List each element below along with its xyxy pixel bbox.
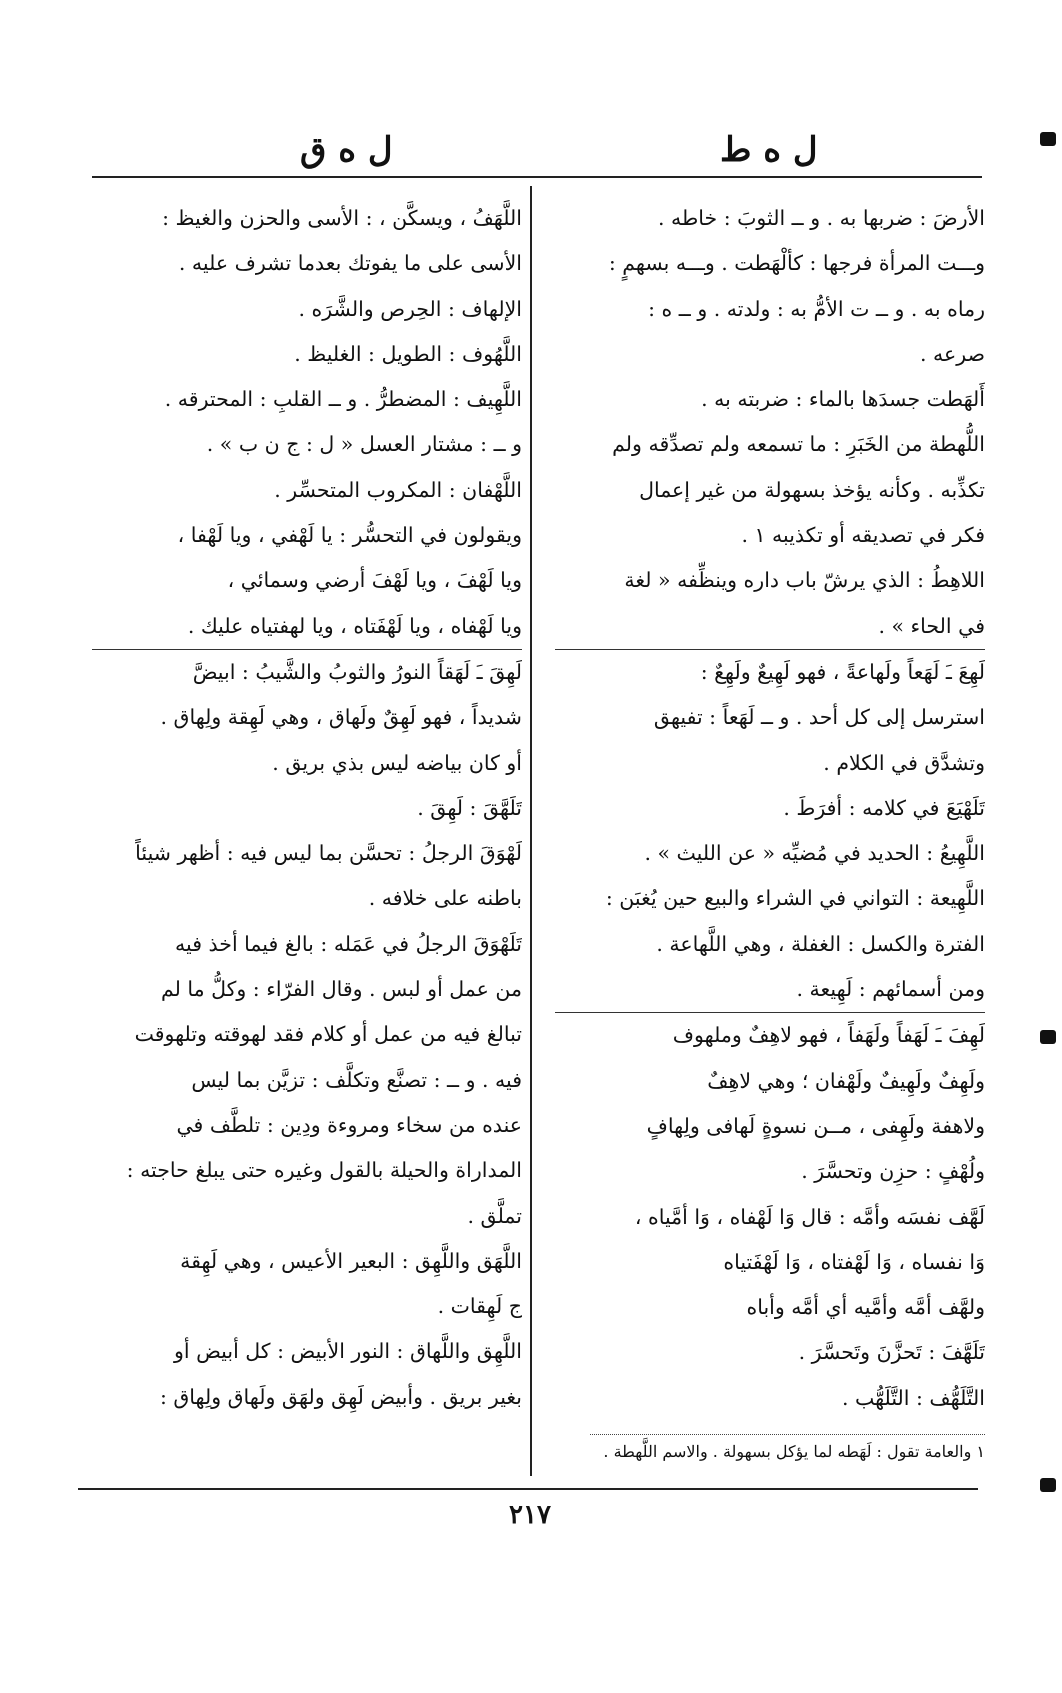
entry-line: ومن أسمائهم : لَهِيعة . <box>796 977 985 1002</box>
entry-line: ويا لَهْفاه ، ويا لَهْفَتاه ، ويا لهفتياه عليك . <box>187 613 522 638</box>
entry-line: تملَّق . <box>467 1203 522 1228</box>
page-number: ٢١٧ <box>509 1500 551 1530</box>
entry-line: ويا لَهْفَ ، ويا لَهْفَ أرضي وسمائي ، <box>227 568 522 593</box>
entry-line: وتشدَّق في الكلام . <box>823 750 985 775</box>
entry-line: استرسل إلى كل أحد . و ــ لَهَعاً : تفيهق <box>653 705 985 730</box>
entry-line: ولهَّف أمَّه وأمَّيه أي أمَّه وأباه <box>746 1295 985 1320</box>
entry-line: لَهْوَقَ الرجلُ : تحسَّن بما ليس فيه : أظهر شيئاً <box>135 841 522 866</box>
top-rule <box>92 176 982 178</box>
entry-line: اللَّهْفان : المكروب المتحسِّر . <box>274 477 522 502</box>
entry-line: اللاهِطُ : الذي يرشّ باب داره وينظِّفه « لغة <box>624 568 985 593</box>
entry-line: تَلَهْيَعَ في كلامه : أفرَطَ . <box>783 795 985 820</box>
entry-line: الأرضَ : ضربها به . و ــ الثوبَ : خاطه . <box>657 206 985 230</box>
entry-line: من عمل أو لبس . وقال الفرّاء : وكلُّ ما لم <box>160 977 522 1002</box>
entry-line: الفترة والكسل : الغفلة ، وهي اللَّهاعة . <box>656 931 985 956</box>
footnote: ١ والعامة تقول : لَهَطه لما يؤكل بسهولة . والاسم اللَّهطة . <box>603 1442 985 1461</box>
entry-line: و ــ : مشتار العسل « ل : ج ن ب » . <box>206 432 522 457</box>
entry-line: فيه . و ــ : تصنَّع وتكلَّف : تزيَّن بما ليس <box>191 1067 522 1092</box>
entry-line: الإلهاف : الحِرص والشَّرَه . <box>298 296 522 321</box>
entry-line: لَهِعَ ـَ لَهَعاً ولَهاعةً ، فهو لَهِيعٌ ولَهِعٌ : <box>555 649 985 695</box>
entry-line: تَلَهَّفَ : تَحزَّنَ وتَحسَّرَ . <box>798 1340 985 1365</box>
entry-line: وـــت المرأة فرجها : كألْهَطت . وـــه بسهمٍ : <box>608 251 985 276</box>
edge-mark <box>1040 132 1056 146</box>
entry-line: رماه به . و ــ ت الأمُّ به : ولدته . و ــ ه : <box>648 296 985 321</box>
edge-mark <box>1040 1030 1056 1044</box>
entry-line: اللَّهِق واللَّهاق : النور الأبيض : كل أبيض أو <box>173 1339 522 1364</box>
entry-line: أو كان بياضه ليس بذي بريق . <box>272 750 522 775</box>
header-root-right: ل ه ط <box>720 130 818 170</box>
entry-line: ولُهْفٍ : حزِن وتحسَّرَ . <box>801 1159 985 1184</box>
entry-line: باطنه على خلافه . <box>368 886 522 911</box>
entry-line: شديداً ، فهو لَهِقٌ ولَهاق ، وهي لَهِقة ولِهاق . <box>160 705 522 730</box>
entry-line: ويقولون في التحسُّر : يا لَهْفي ، ويا لَهْفا ، <box>177 523 522 548</box>
column-divider <box>530 186 532 1476</box>
right-column <box>555 196 985 1421</box>
entry-line: لَهِفَ ـَ لَهَفاً ولَهَفاً ، فهو لاهِفٌ وملهوف <box>555 1012 985 1058</box>
header-root-left: ل ه ق <box>300 130 393 170</box>
entry-line: في الحاء » . <box>878 613 985 638</box>
entry-line: الأسى على ما يفوتك بعدما تشرف عليه . <box>178 251 522 276</box>
entry-line: اللُّهطة من الخَبَرِ : ما تسمعه ولم تصدِّقه ولم <box>612 432 985 457</box>
entry-line: اللَّهِيف : المضطرُّ . و ــ القلبِ : المحترقه . <box>164 387 522 412</box>
entry-line: بغير بريق . وأبيض لَهِق ولهَق ولَهاق ولِهاق : <box>159 1384 522 1409</box>
entry-line: تَلَهَّقَ : لَهِقَ . <box>417 795 522 820</box>
entry-line: صرعه . <box>920 341 985 366</box>
entry-line: المداراة والحيلة بالقول وغيره حتى يبلغ حاجته : <box>126 1158 522 1183</box>
left-column <box>92 196 522 1420</box>
entry-line: عنده من سخاء ومروءة ودِين : تلطَّف في <box>176 1112 522 1137</box>
entry-line: تَلَهْوَقَ الرجلُ في عَمَله : بالغ فيما أخذ فيه <box>175 931 522 956</box>
entry-line: لَهَّف نفسَه وأمَّه : قال وَا لَهْفاه ، وَا أمَّياه ، <box>634 1204 985 1229</box>
entry-line: اللَّهِيعُ : الحديد في مُضيِّه « عن الليث » . <box>644 841 985 866</box>
entry-line: فكر في تصديقه أو تكذيبه ١ . <box>741 523 985 548</box>
entry-line: أَلهَطت جسدَها بالماء : ضربته به . <box>701 387 985 412</box>
entry-line: اللَّهِيعة : التواني في الشراء والبيع حين يُغبَن : <box>605 886 985 911</box>
entry-line: ولَهِفٌ ولَهِيفٌ ولَهْفان ؛ وهي لاهِفٌ <box>707 1068 985 1093</box>
bottom-rule <box>78 1488 978 1490</box>
entry-line: ج لَهِقات . <box>437 1294 522 1319</box>
entry-line: ولاهفة ولَهِفى ، مــن نسوةٍ لَهافى ولِهافٍ <box>646 1113 985 1138</box>
entry-line: اللَّهَق واللَّهِق : البعير الأعيس ، وهي لَهِقة <box>180 1248 522 1273</box>
entry-line: لَهِقَ ـَ لَهَقاً النورُ والثوبُ والشَّيبُ : ابيضَّ <box>92 649 522 695</box>
entry-line: اللَّهَفُ ، ويسكَّن ، : الأسى والحزن والغيظ : <box>162 206 522 230</box>
entry-line: تكذِّبه . وكأنه يؤخذ بسهولة من غير إعمال <box>639 477 985 502</box>
entry-line: وَا نفساه ، وَا لَهْفتاه ، وَا لَهْفَتياه <box>723 1249 985 1274</box>
entry-line: التَّلَهُّف : التَّلَهُّب . <box>841 1385 985 1410</box>
entry-line: تبالغ فيه من عمل أو كلام فقد لهوقته وتلهوقت <box>134 1022 522 1047</box>
entry-line: اللَّهُوف : الطويل : الغليظ . <box>294 341 522 366</box>
edge-mark <box>1040 1478 1056 1492</box>
footnote-rule <box>590 1434 985 1435</box>
